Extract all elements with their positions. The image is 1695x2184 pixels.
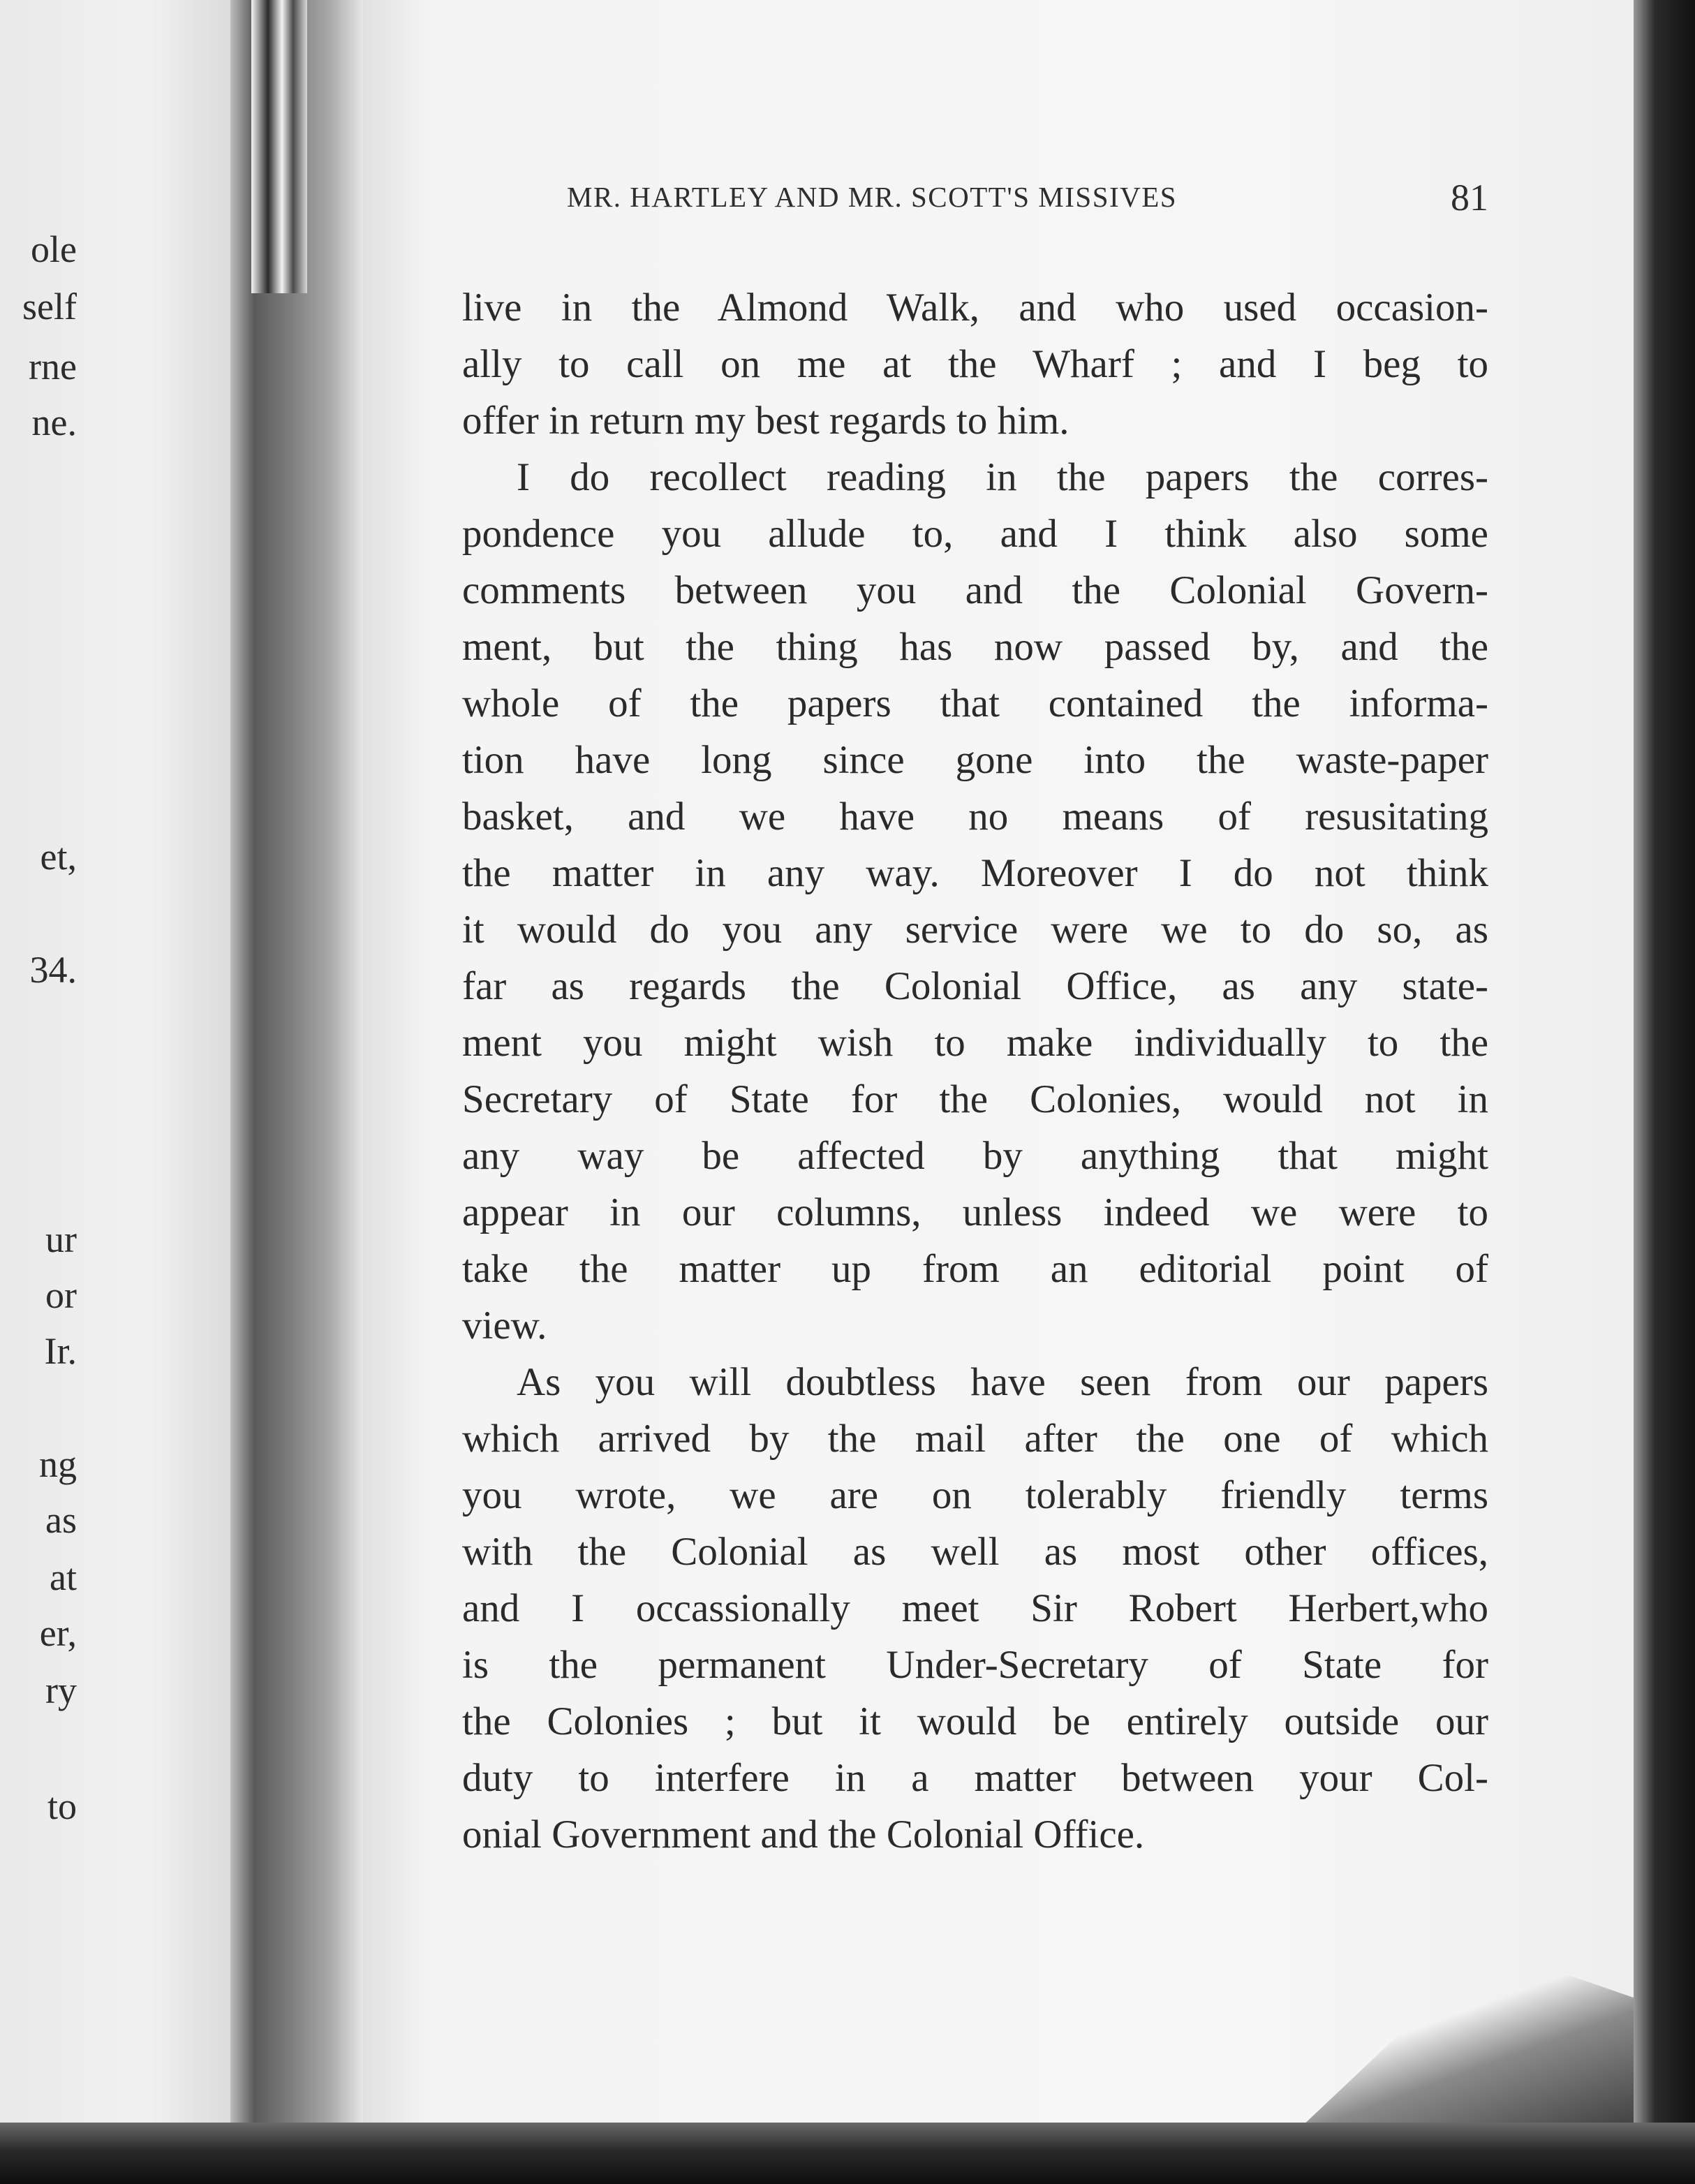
left-page-fragment: as (45, 1499, 77, 1541)
text-line: offer in return my best regards to him. (462, 399, 1069, 443)
text-line: the matter in any way. Moreover I do not think (462, 851, 1488, 895)
left-page-fragment: or (45, 1274, 77, 1316)
text-line: pondence you allude to, and I think also some (462, 512, 1488, 556)
text-line: duty to interfere in a matter between your Col- (462, 1756, 1488, 1800)
running-head (567, 176, 1488, 218)
text-line: ment, but the thing has now passed by, and the (462, 625, 1488, 669)
text-line: comments between you and the Colonial Govern- (462, 568, 1488, 612)
left-page-fragment: at (50, 1556, 77, 1598)
left-page-fragment: self (22, 286, 77, 327)
left-page-fragment: et, (40, 836, 77, 878)
text-line: ally to call on me at the Wharf ; and I beg to (462, 342, 1488, 386)
running-title: MR. HARTLEY AND MR. SCOTT'S MISSIVES (567, 181, 1178, 213)
text-line: is the permanent Under-Secretary of State for (462, 1643, 1488, 1687)
text-line: far as regards the Colonial Office, as any state- (462, 964, 1488, 1008)
text-line: you wrote, we are on tolerably friendly terms (462, 1473, 1488, 1517)
left-page-fragment: to (47, 1785, 77, 1827)
text-line: live in the Almond Walk, and who used occasion- (462, 286, 1488, 330)
left-page-fragment: 34. (29, 949, 77, 991)
text-line: and I occassionally meet Sir Robert Herbert,who (462, 1586, 1488, 1630)
left-page-fragment: ur (45, 1218, 77, 1260)
text-line: Secretary of State for the Colonies, would not in (462, 1077, 1488, 1121)
torn-binding (251, 0, 307, 293)
left-page-fragment: er, (39, 1612, 77, 1654)
left-page-fragment: ry (45, 1669, 77, 1711)
text-line: view. (462, 1304, 547, 1348)
text-line: ment you might wish to make individually to the (462, 1021, 1488, 1065)
page-number: 81 (1451, 177, 1488, 219)
page-right-edge (1634, 0, 1695, 2184)
text-line: As you will doubtless have seen from our papers (517, 1360, 1488, 1404)
text-line: whole of the papers that contained the informa- (462, 681, 1488, 725)
book-gutter (230, 0, 363, 2150)
body-text (462, 279, 1488, 1863)
text-line: take the matter up from an editorial point of (462, 1247, 1488, 1291)
text-line: I do recollect reading in the papers the corres- (517, 455, 1488, 499)
text-line: appear in our columns, unless indeed we were to (462, 1190, 1488, 1234)
text-line: with the Colonial as well as most other offices, (462, 1530, 1488, 1574)
text-line: which arrived by the mail after the one of which (462, 1417, 1488, 1461)
text-line: any way be affected by anything that might (462, 1134, 1488, 1178)
left-page-fragment: Ir. (44, 1330, 77, 1372)
text-line: it would do you any service were we to do so, as (462, 908, 1488, 952)
left-page-fragment: ole (31, 228, 77, 270)
left-page-fragment: ng (39, 1443, 77, 1485)
text-line: the Colonies ; but it would be entirely outside our (462, 1699, 1488, 1743)
page-bottom-edge (0, 2123, 1695, 2184)
text-line: tion have long since gone into the waste-paper (462, 738, 1488, 782)
text-line: basket, and we have no means of resusitating (462, 795, 1488, 839)
left-page-fragment: ne. (31, 401, 77, 443)
text-line: onial Government and the Colonial Office. (462, 1813, 1145, 1857)
left-page-fragment: rne (29, 346, 77, 388)
facing-left-page (0, 0, 244, 2150)
